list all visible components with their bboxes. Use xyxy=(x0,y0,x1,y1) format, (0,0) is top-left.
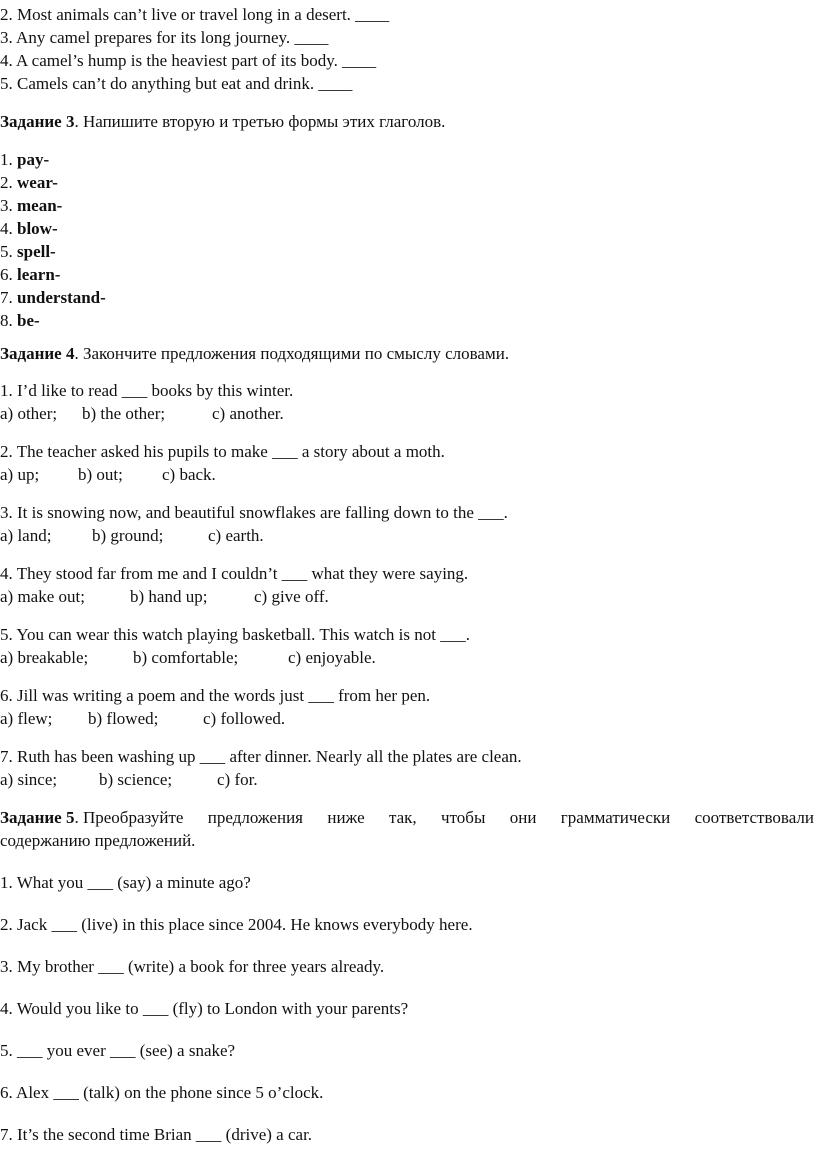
options-row xyxy=(0,709,285,729)
verb-item xyxy=(0,265,60,285)
question: 5. You can wear this watch playing basketball. This watch is not ___. xyxy=(0,625,470,644)
item-number: 4. xyxy=(0,219,17,238)
item-number: 1. xyxy=(0,150,17,169)
task5-item: 6. Alex ___ (talk) on the phone since 5 o’clock. xyxy=(0,1083,324,1102)
option-c: c) another. xyxy=(212,404,284,423)
option-c: c) back. xyxy=(162,465,216,484)
task5-instruction-line2: содержанию предложений. xyxy=(0,831,196,850)
verb-item xyxy=(0,242,56,262)
option-c: c) enjoyable. xyxy=(288,648,376,667)
verb-item xyxy=(0,219,58,239)
option-b: b) flowed; xyxy=(88,709,159,728)
option-c: c) for. xyxy=(217,770,258,789)
task5-item: 1. What you ___ (say) a minute ago? xyxy=(0,873,251,892)
question: 3. It is snowing now, and beautiful snowflakes are falling down to the ___. xyxy=(0,503,508,522)
option-a: a) make out; xyxy=(0,587,85,606)
option-b: b) ground; xyxy=(92,526,164,545)
word: ниже xyxy=(327,808,365,827)
task5-heading: Задание 5 xyxy=(0,808,75,827)
option-b: b) the other; xyxy=(82,404,166,423)
item-number: 3. xyxy=(0,196,17,215)
options-row xyxy=(0,465,216,485)
task3-heading: Задание 3 xyxy=(0,112,75,131)
option-b: b) hand up; xyxy=(130,587,208,606)
task5-item: 5. ___ you ever ___ (see) a snake? xyxy=(0,1041,236,1060)
verb: understand- xyxy=(17,288,106,307)
word: Преобразуйте xyxy=(82,808,184,827)
question: 4. They stood far from me and I couldn’t ___ what they were saying. xyxy=(0,564,469,583)
word: так, xyxy=(388,808,417,827)
verb: spell- xyxy=(17,242,56,261)
option-b: b) comfortable; xyxy=(133,648,239,667)
question: 7. Ruth has been washing up ___ after dinner. Nearly all the plates are clean. xyxy=(0,747,522,766)
verb: be- xyxy=(17,311,40,330)
option-a: a) land; xyxy=(0,526,52,545)
task2-item: 5. Camels can’t do anything but eat and drink. ____ xyxy=(0,74,353,93)
item-number: 5. xyxy=(0,242,17,261)
verb: wear- xyxy=(17,173,58,192)
task4-heading-line xyxy=(0,344,509,364)
options-row xyxy=(0,526,264,546)
task5-instruction-line xyxy=(0,808,814,828)
task4-instruction: . Закончите предложения подходящими по смыслу словами. xyxy=(74,344,510,363)
option-c: c) earth. xyxy=(208,526,264,545)
word: . xyxy=(74,808,79,827)
option-a: a) breakable; xyxy=(0,648,89,667)
option-a: a) since; xyxy=(0,770,58,789)
verb: mean- xyxy=(17,196,63,215)
item-number: 7. xyxy=(0,288,17,307)
option-a: a) up; xyxy=(0,465,40,484)
verb-item xyxy=(0,173,58,193)
option-b: b) out; xyxy=(78,465,123,484)
verb-item xyxy=(0,311,40,331)
task4-heading: Задание 4 xyxy=(0,344,75,363)
options-row xyxy=(0,587,329,607)
word: они xyxy=(509,808,537,827)
verb: pay- xyxy=(17,150,50,169)
option-c: c) give off. xyxy=(254,587,329,606)
question: 6. Jill was writing a poem and the words just ___ from her pen. xyxy=(0,686,431,705)
task3-instruction: . Напишите вторую и третью формы этих глаголов. xyxy=(74,112,446,131)
task5-item: 4. Would you like to ___ (fly) to London with your parents? xyxy=(0,999,409,1018)
word: чтобы xyxy=(441,808,486,827)
question: 2. The teacher asked his pupils to make ___ a story about a moth. xyxy=(0,442,445,461)
verb: blow- xyxy=(17,219,58,238)
task2-item: 2. Most animals can’t live or travel long in a desert. ____ xyxy=(0,5,390,24)
task5-item: 7. It’s the second time Brian ___ (drive) a car. xyxy=(0,1125,313,1144)
task5-item: 2. Jack ___ (live) in this place since 2004. He knows everybody here. xyxy=(0,915,473,934)
task5-item: 3. My brother ___ (write) a book for three years already. xyxy=(0,957,385,976)
word: соответствовали xyxy=(694,808,814,827)
option-b: b) science; xyxy=(99,770,173,789)
question: 1. I’d like to read ___ books by this winter. xyxy=(0,381,294,400)
verb: learn- xyxy=(17,265,61,284)
verb-item xyxy=(0,196,62,216)
task2-item: 4. A camel’s hump is the heaviest part of its body. ____ xyxy=(0,51,377,70)
item-number: 2. xyxy=(0,173,17,192)
options-row xyxy=(0,648,376,668)
verb-item xyxy=(0,150,49,170)
options-row xyxy=(0,770,258,790)
task3-heading-line xyxy=(0,112,445,132)
verb-item xyxy=(0,288,106,308)
option-a: a) other; xyxy=(0,404,58,423)
word: предложения xyxy=(207,808,303,827)
options-row xyxy=(0,404,284,424)
task5-heading-group xyxy=(0,808,183,828)
item-number: 8. xyxy=(0,311,17,330)
task2-item: 3. Any camel prepares for its long journey. ____ xyxy=(0,28,329,47)
option-a: a) flew; xyxy=(0,709,53,728)
word: грамматически xyxy=(560,808,671,827)
option-c: c) followed. xyxy=(203,709,286,728)
item-number: 6. xyxy=(0,265,17,284)
